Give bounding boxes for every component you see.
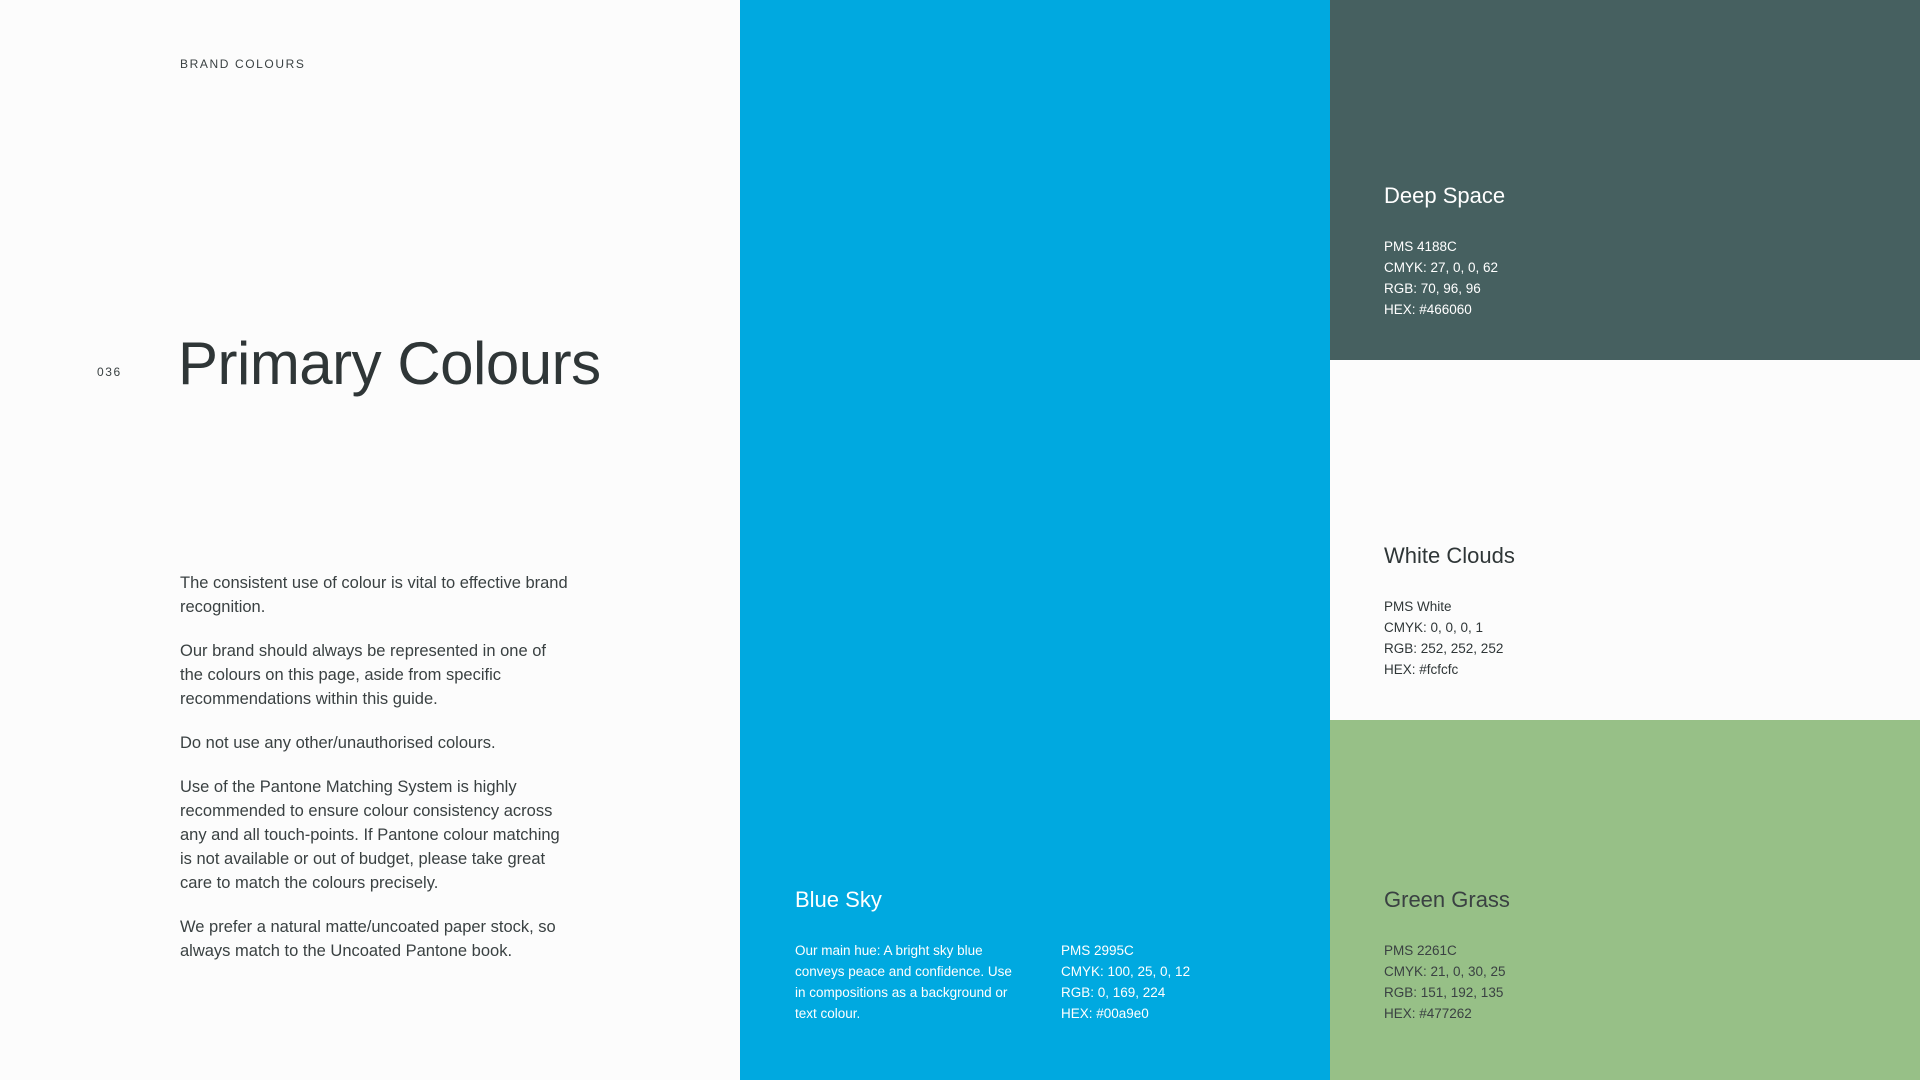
- spec-hex: HEX: #00a9e0: [1061, 1006, 1149, 1021]
- swatch-green-grass: [1330, 720, 1920, 1080]
- body-paragraph: Our brand should always be represented in one of the colours on this page, aside from specific recommendations within this guide.: [180, 642, 546, 708]
- swatch-specs: [1384, 596, 1503, 680]
- spec-hex: HEX: #fcfcfc: [1384, 662, 1459, 677]
- spec-pms: PMS 4188C: [1384, 239, 1457, 254]
- spec-cmyk: CMYK: 21, 0, 30, 25: [1384, 964, 1506, 979]
- swatch-white-clouds: [1330, 360, 1920, 720]
- spec-rgb: RGB: 252, 252, 252: [1384, 641, 1504, 656]
- spec-cmyk: CMYK: 100, 25, 0, 12: [1061, 964, 1191, 979]
- body-copy: [180, 571, 570, 983]
- body-paragraph: Do not use any other/unauthorised colours.: [180, 734, 496, 752]
- spec-hex: HEX: #466060: [1384, 302, 1472, 317]
- swatch-specs: [1384, 236, 1498, 320]
- section-label: BRAND COLOURS: [180, 57, 306, 71]
- swatch-name: Deep Space: [1384, 183, 1506, 208]
- spec-rgb: RGB: 0, 169, 224: [1061, 985, 1166, 1000]
- body-paragraph: Use of the Pantone Matching System is highly recommended to ensure colour consistency across any and all touch-points. If Pantone colour matching is not available or out of budget, please take great care to match the colours precisely.: [180, 778, 560, 892]
- spec-hex: HEX: #477262: [1384, 1006, 1472, 1021]
- swatch-specs: [1061, 940, 1190, 1024]
- swatch-specs: [1384, 940, 1506, 1024]
- spec-cmyk: CMYK: 27, 0, 0, 62: [1384, 260, 1499, 275]
- spec-pms: PMS 2995C: [1061, 943, 1134, 958]
- page-number: 036: [97, 365, 122, 379]
- spec-rgb: RGB: 70, 96, 96: [1384, 281, 1481, 296]
- spec-cmyk: CMYK: 0, 0, 0, 1: [1384, 620, 1484, 635]
- intro-panel: [0, 0, 740, 1080]
- page-title: Primary Colours: [178, 330, 601, 397]
- body-paragraph: The consistent use of colour is vital to effective brand recognition.: [180, 574, 568, 616]
- spec-pms: PMS 2261C: [1384, 943, 1457, 958]
- spec-rgb: RGB: 151, 192, 135: [1384, 985, 1504, 1000]
- swatch-description: Our main hue: A bright sky blue conveys peace and confidence. Use in compositions as a background or text colour.: [795, 943, 1012, 1021]
- spec-pms: PMS White: [1384, 599, 1452, 614]
- swatch-name: Blue Sky: [795, 887, 882, 912]
- swatch-deep-space: [1330, 0, 1920, 360]
- swatch-blue-sky: [740, 0, 1330, 1080]
- swatch-name: White Clouds: [1384, 543, 1515, 568]
- swatch-name: Green Grass: [1384, 887, 1510, 912]
- body-paragraph: We prefer a natural matte/uncoated paper stock, so always match to the Uncoated Pantone book.: [180, 918, 556, 960]
